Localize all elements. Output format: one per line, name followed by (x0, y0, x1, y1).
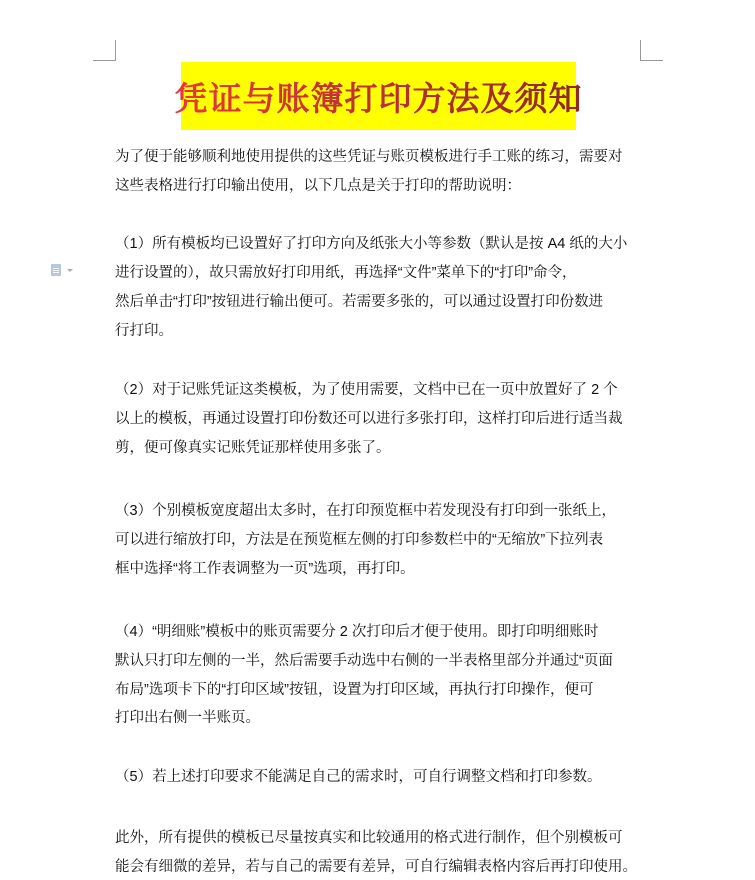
paragraph-5-line: （4）“明细账”模板中的账页需要分 2 次打印后才便于使用。即打印明细账时 (115, 624, 599, 640)
paragraph-4-line: （3）个别模板宽度超出太多时，在打印预览框中若发现没有打印到一张纸上， (115, 503, 617, 519)
paragraph-4-line: 可以进行缩放打印，方法是在预览框左侧的打印参数栏中的“无缩放”下拉列表 (115, 532, 604, 548)
document-title-highlight (174, 62, 583, 130)
paragraph-3-line: 剪，便可像真实记账凭证那样使用多张了。 (115, 440, 391, 456)
paragraph-2-line: 行打印。 (115, 323, 173, 339)
paragraph-layout-button[interactable] (51, 264, 73, 276)
paragraph-2-line: （1）所有模板均已设置好了打印方向及纸张大小等参数（默认是按 A4 纸的大小 (115, 236, 628, 252)
document-title: 凭证与账簿打印方法及须知 (175, 73, 583, 120)
paragraph-6-line: （5）若上述打印要求不能满足自己的需求时，可自行调整文档和打印参数。 (115, 769, 602, 785)
page-corner-mark-top-left (93, 40, 116, 61)
document-icon (51, 264, 61, 276)
paragraph-7-line: 能会有细微的差异，若与自己的需要有差异，可自行编辑表格内容后再打印使用。 (115, 859, 637, 875)
paragraph-1-line: 为了便于能够顺利地使用提供的这些凭证与账页模板进行手工账的练习，需要对 (115, 149, 623, 165)
paragraph-4-line: 框中选择“将工作表调整为一页”选项，再打印。 (115, 561, 415, 577)
dropdown-caret-icon (67, 269, 73, 272)
paragraph-3-line: （2）对于记账凭证这类模板，为了使用需要，文档中已在一页中放置好了 2 个 (115, 382, 618, 398)
paragraph-5-line: 打印出右侧一半账页。 (115, 710, 260, 726)
paragraph-3-line: 以上的模板，再通过设置打印份数还可以进行多张打印，这样打印后进行适当裁 (115, 411, 623, 427)
paragraph-5-line: 默认只打印左侧的一半，然后需要手动选中右侧的一半表格里部分并通过“页面 (115, 653, 613, 669)
paragraph-2-line: 然后单击“打印”按钮进行输出便可。若需要多张的，可以通过设置打印份数进 (115, 294, 604, 310)
paragraph-1-line: 这些表格进行打印输出使用，以下几点是关于打印的帮助说明： (115, 178, 521, 194)
paragraph-7-line: 此外，所有提供的模板已尽量按真实和比较通用的格式进行制作，但个别模板可 (115, 830, 623, 846)
paragraph-5-line: 布局”选项卡下的“打印区域”按钮，设置为打印区域，再执行打印操作，便可 (115, 682, 594, 698)
paragraph-2-line: 进行设置的），故只需放好打印用纸，再选择“文件”菜单下的“打印”命令， (115, 265, 577, 281)
page-corner-mark-top-right (640, 40, 663, 61)
